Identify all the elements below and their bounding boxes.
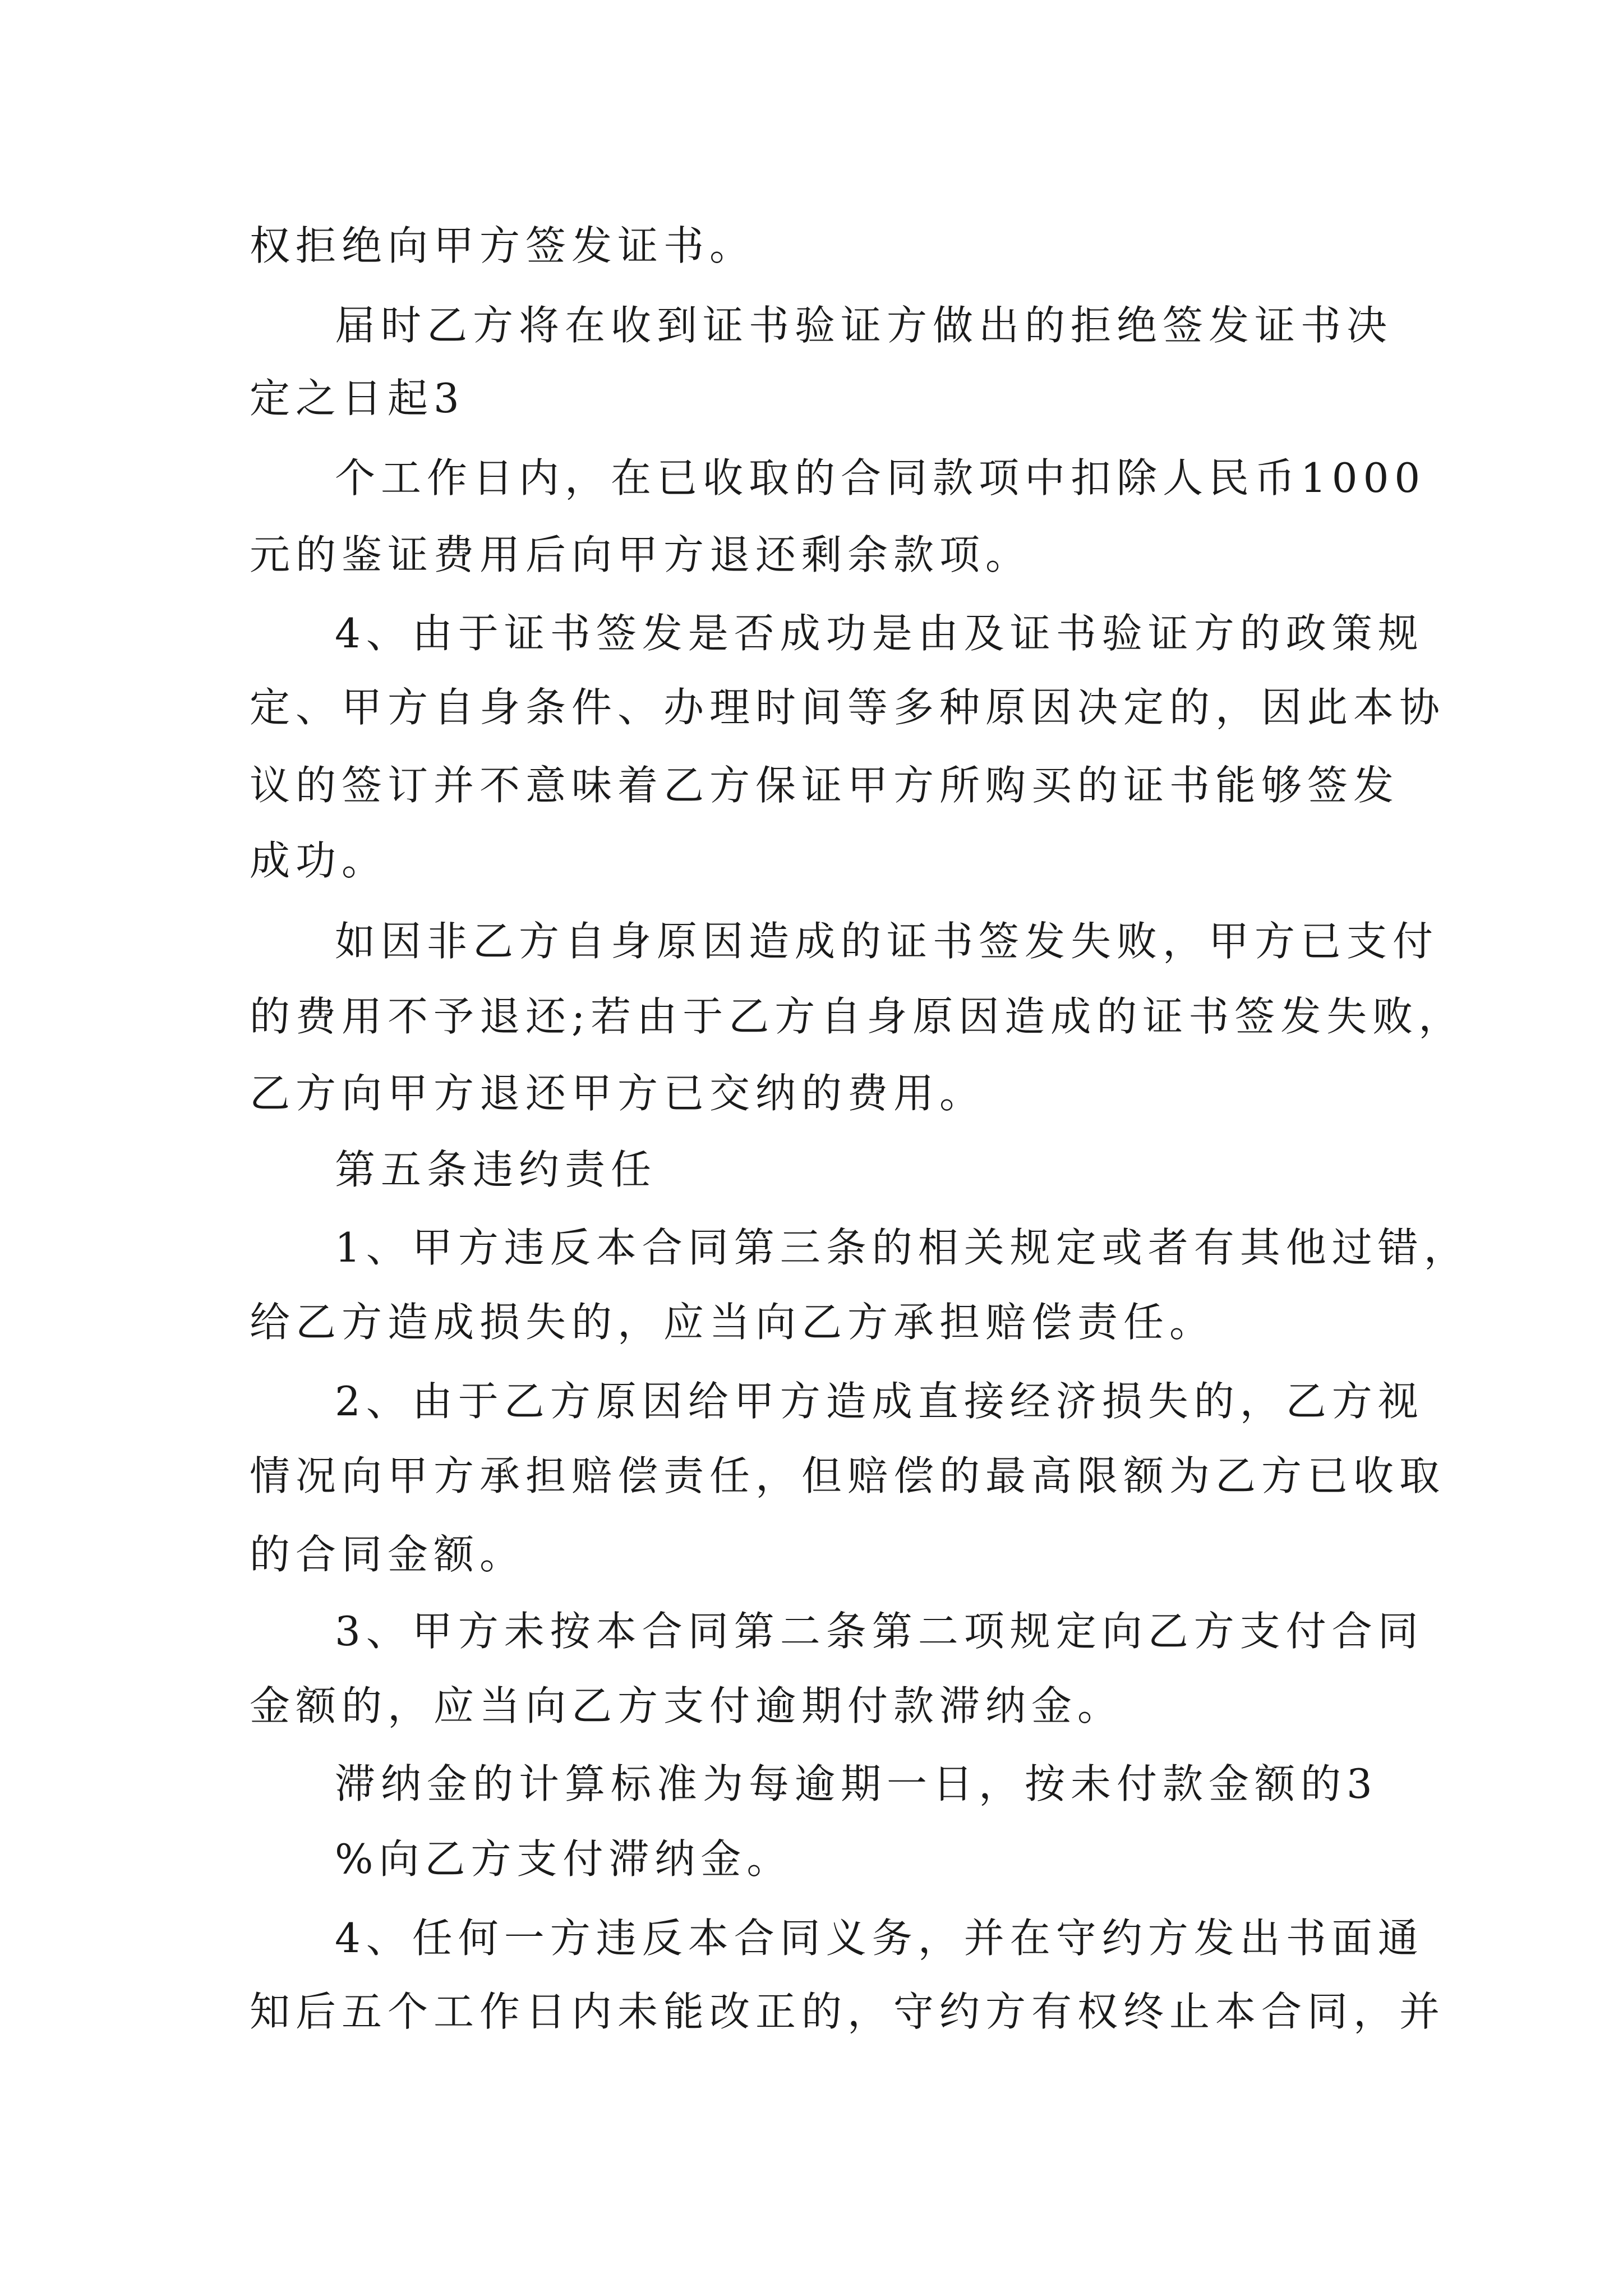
text-line: 定、甲方自身条件、办理时间等多种原因决定的，因此本协 [250, 684, 1446, 731]
text-line: 的费用不予退还;若由于乙方自身原因造成的证书签发失败， [250, 993, 1465, 1040]
text-line: 给乙方造成损失的，应当向乙方承担赔偿责任。 [250, 1299, 1216, 1346]
section-heading: 第五条违约责任 [335, 1146, 657, 1193]
text-line: 情况向甲方承担赔偿责任，但赔偿的最高限额为乙方已收取 [250, 1452, 1446, 1499]
text-line: 4、任何一方违反本合同义务，并在守约方发出书面通 [335, 1915, 1424, 1962]
text-line: 乙方向甲方退还甲方已交纳的费用。 [250, 1070, 986, 1117]
text-line: 元的鉴证费用后向甲方退还剩余款项。 [250, 531, 1032, 578]
text-line: 届时乙方将在收到证书验证方做出的拒绝签发证书决 [335, 302, 1393, 349]
text-line: 议的签订并不意味着乙方保证甲方所购买的证书能够签发 [250, 762, 1400, 809]
text-line: 4、由于证书签发是否成功是由及证书验证方的政策规 [335, 610, 1424, 657]
text-line: 权拒绝向甲方签发证书。 [250, 222, 756, 269]
text-line: 3、甲方未按本合同第二条第二项规定向乙方支付合同 [335, 1608, 1424, 1655]
text-line: 金额的，应当向乙方支付逾期付款滞纳金。 [250, 1682, 1124, 1729]
text-line: 知后五个工作日内未能改正的，守约方有权终止本合同，并 [250, 1988, 1446, 2035]
text-line: 的合同金额。 [250, 1531, 526, 1578]
text-line: 2、由于乙方原因给甲方造成直接经济损失的，乙方视 [335, 1378, 1424, 1425]
text-line: 如因非乙方自身原因造成的证书签发失败，甲方已支付 [335, 918, 1439, 965]
text-line: 成功。 [250, 837, 388, 884]
text-line: 滞纳金的计算标准为每逾期一日，按未付款金额的3 [335, 1760, 1378, 1807]
text-line: 1、甲方违反本合同第三条的相关规定或者有其他过错， [335, 1224, 1470, 1271]
text-line: %向乙方支付滞纳金。 [335, 1835, 793, 1883]
text-line: 定之日起3 [250, 375, 465, 422]
text-line: 个工作日内，在已收取的合同款项中扣除人民币1000 [335, 454, 1426, 501]
